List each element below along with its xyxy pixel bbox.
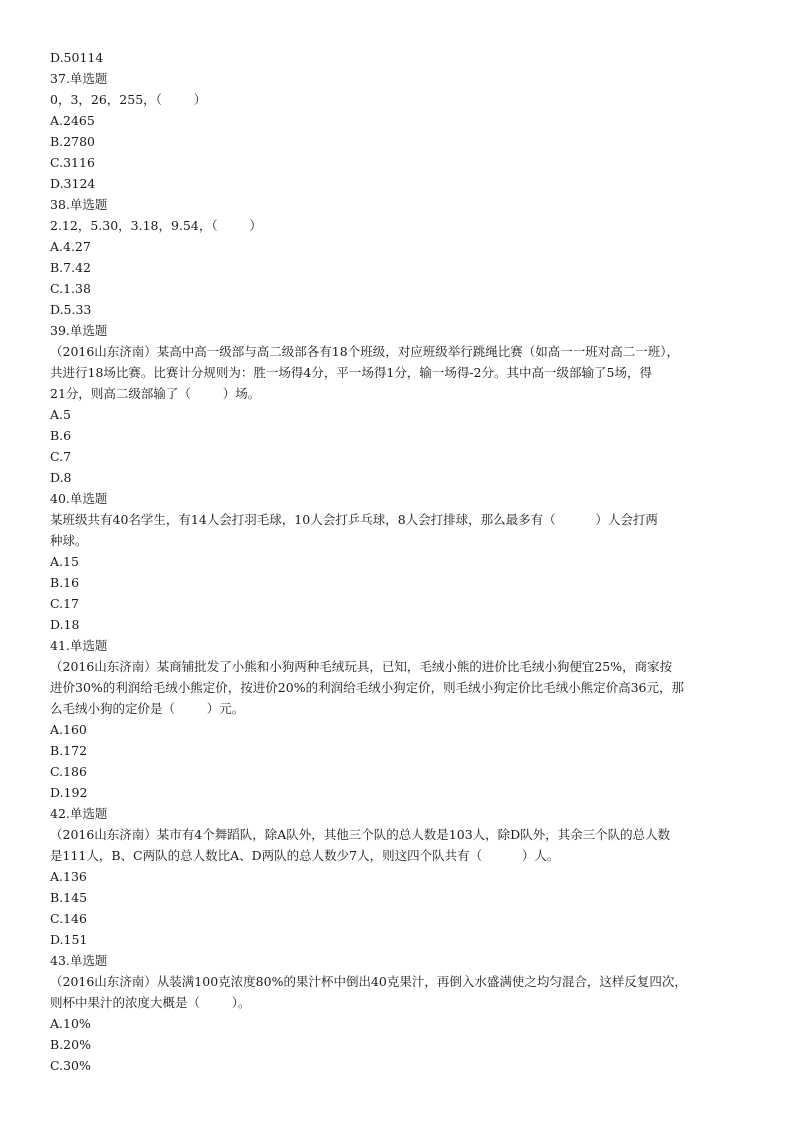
question-stem-line: 共进行18场比赛。比赛计分规则为：胜一场得4分，平一场得1分，输一场得-2分。其中高一级部输了5场，得 [50,365,652,380]
question-stem-line: （2016山东济南）从装满100克浓度80%的果汁杯中倒出40克果汁，再倒入水盛满使之均匀混合，这样反复四次， [50,974,687,989]
answer-option[interactable]: D.192 [50,785,88,800]
answer-option[interactable]: B.16 [50,575,80,590]
answer-option[interactable]: B.20% [50,1037,91,1052]
question-36-option-d: D.50114 [50,50,104,65]
answer-option[interactable]: A.2465 [50,113,95,128]
answer-option[interactable]: C.7 [50,449,72,464]
question-stem: 0，3，26，255，（ ） [50,92,207,107]
answer-option[interactable]: A.5 [50,407,71,422]
question-header: 39.单选题 [50,323,108,338]
question-block [50,194,762,320]
question-block [50,803,762,950]
question-stem-line: 某班级共有40名学生，有14人会打羽毛球，10人会打乒乓球，8人会打排球，那么最多有（ ）人会打两 [50,512,658,527]
answer-option[interactable]: D.151 [50,932,88,947]
question-header: 37.单选题 [50,71,108,86]
answer-option[interactable]: A.160 [50,722,87,737]
question-block [50,950,762,1076]
answer-option[interactable]: B.7.42 [50,260,91,275]
answer-option[interactable]: B.6 [50,428,72,443]
question-block [50,320,762,488]
question-stem-line: （2016山东济南）某商铺批发了小熊和小狗两种毛绒玩具，已知，毛绒小熊的进价比毛绒小狗便宜25%，商家按 [50,659,673,674]
question-block [50,488,762,635]
question-header: 40.单选题 [50,491,108,506]
answer-option[interactable]: C.17 [50,596,79,611]
answer-option[interactable]: A.136 [50,869,87,884]
question-stem-line: （2016山东济南）某高中高一级部与高二级部各有18个班级，对应班级举行跳绳比赛（如高一一班对高二一班）， [50,344,679,359]
answer-option[interactable]: D.8 [50,470,72,485]
question-stem-line: （2016山东济南）某市有4个舞蹈队，除A队外，其他三个队的总人数是103人，除D队外，其余三个队的总人数 [50,827,671,842]
answer-option[interactable]: C.186 [50,764,87,779]
answer-option[interactable]: A.15 [50,554,79,569]
answer-option[interactable]: B.2780 [50,134,95,149]
question-stem-line: 是111人，B、C两队的总人数比A、D两队的总人数少7人，则这四个队共有（ ）人。 [50,848,560,863]
question-stem-line: 进价30%的利润给毛绒小熊定价，按进价20%的利润给毛绒小狗定价，则毛绒小狗定价比毛绒小熊定价高36元，那 [50,680,684,695]
question-header: 42.单选题 [50,806,108,821]
answer-option[interactable]: D.18 [50,617,80,632]
answer-option[interactable]: C.3116 [50,155,95,170]
question-header: 38.单选题 [50,197,108,212]
answer-option[interactable]: B.172 [50,743,88,758]
answer-option[interactable]: C.30% [50,1058,91,1073]
answer-option[interactable]: C.146 [50,911,87,926]
question-stem-line: 种球。 [50,533,88,548]
exam-page [50,47,762,1076]
answer-option[interactable]: A.4.27 [50,239,91,254]
question-header: 41.单选题 [50,638,108,653]
answer-option[interactable]: D.3124 [50,176,96,191]
answer-option[interactable]: C.1.38 [50,281,91,296]
question-block [50,635,762,803]
question-header: 43.单选题 [50,953,108,968]
answer-option[interactable]: D.5.33 [50,302,92,317]
answer-option[interactable]: A.10% [50,1016,91,1031]
answer-option[interactable]: B.145 [50,890,88,905]
question-stem-line: 么毛绒小狗的定价是（ ）元。 [50,701,245,716]
question-stem-line: 则杯中果汁的浓度大概是（ ）。 [50,995,251,1010]
question-stem: 2.12，5.30，3.18，9.54，（ ） [50,218,262,233]
question-stem-line: 21分，则高二级部输了（ ）场。 [50,386,261,401]
question-block [50,68,762,194]
